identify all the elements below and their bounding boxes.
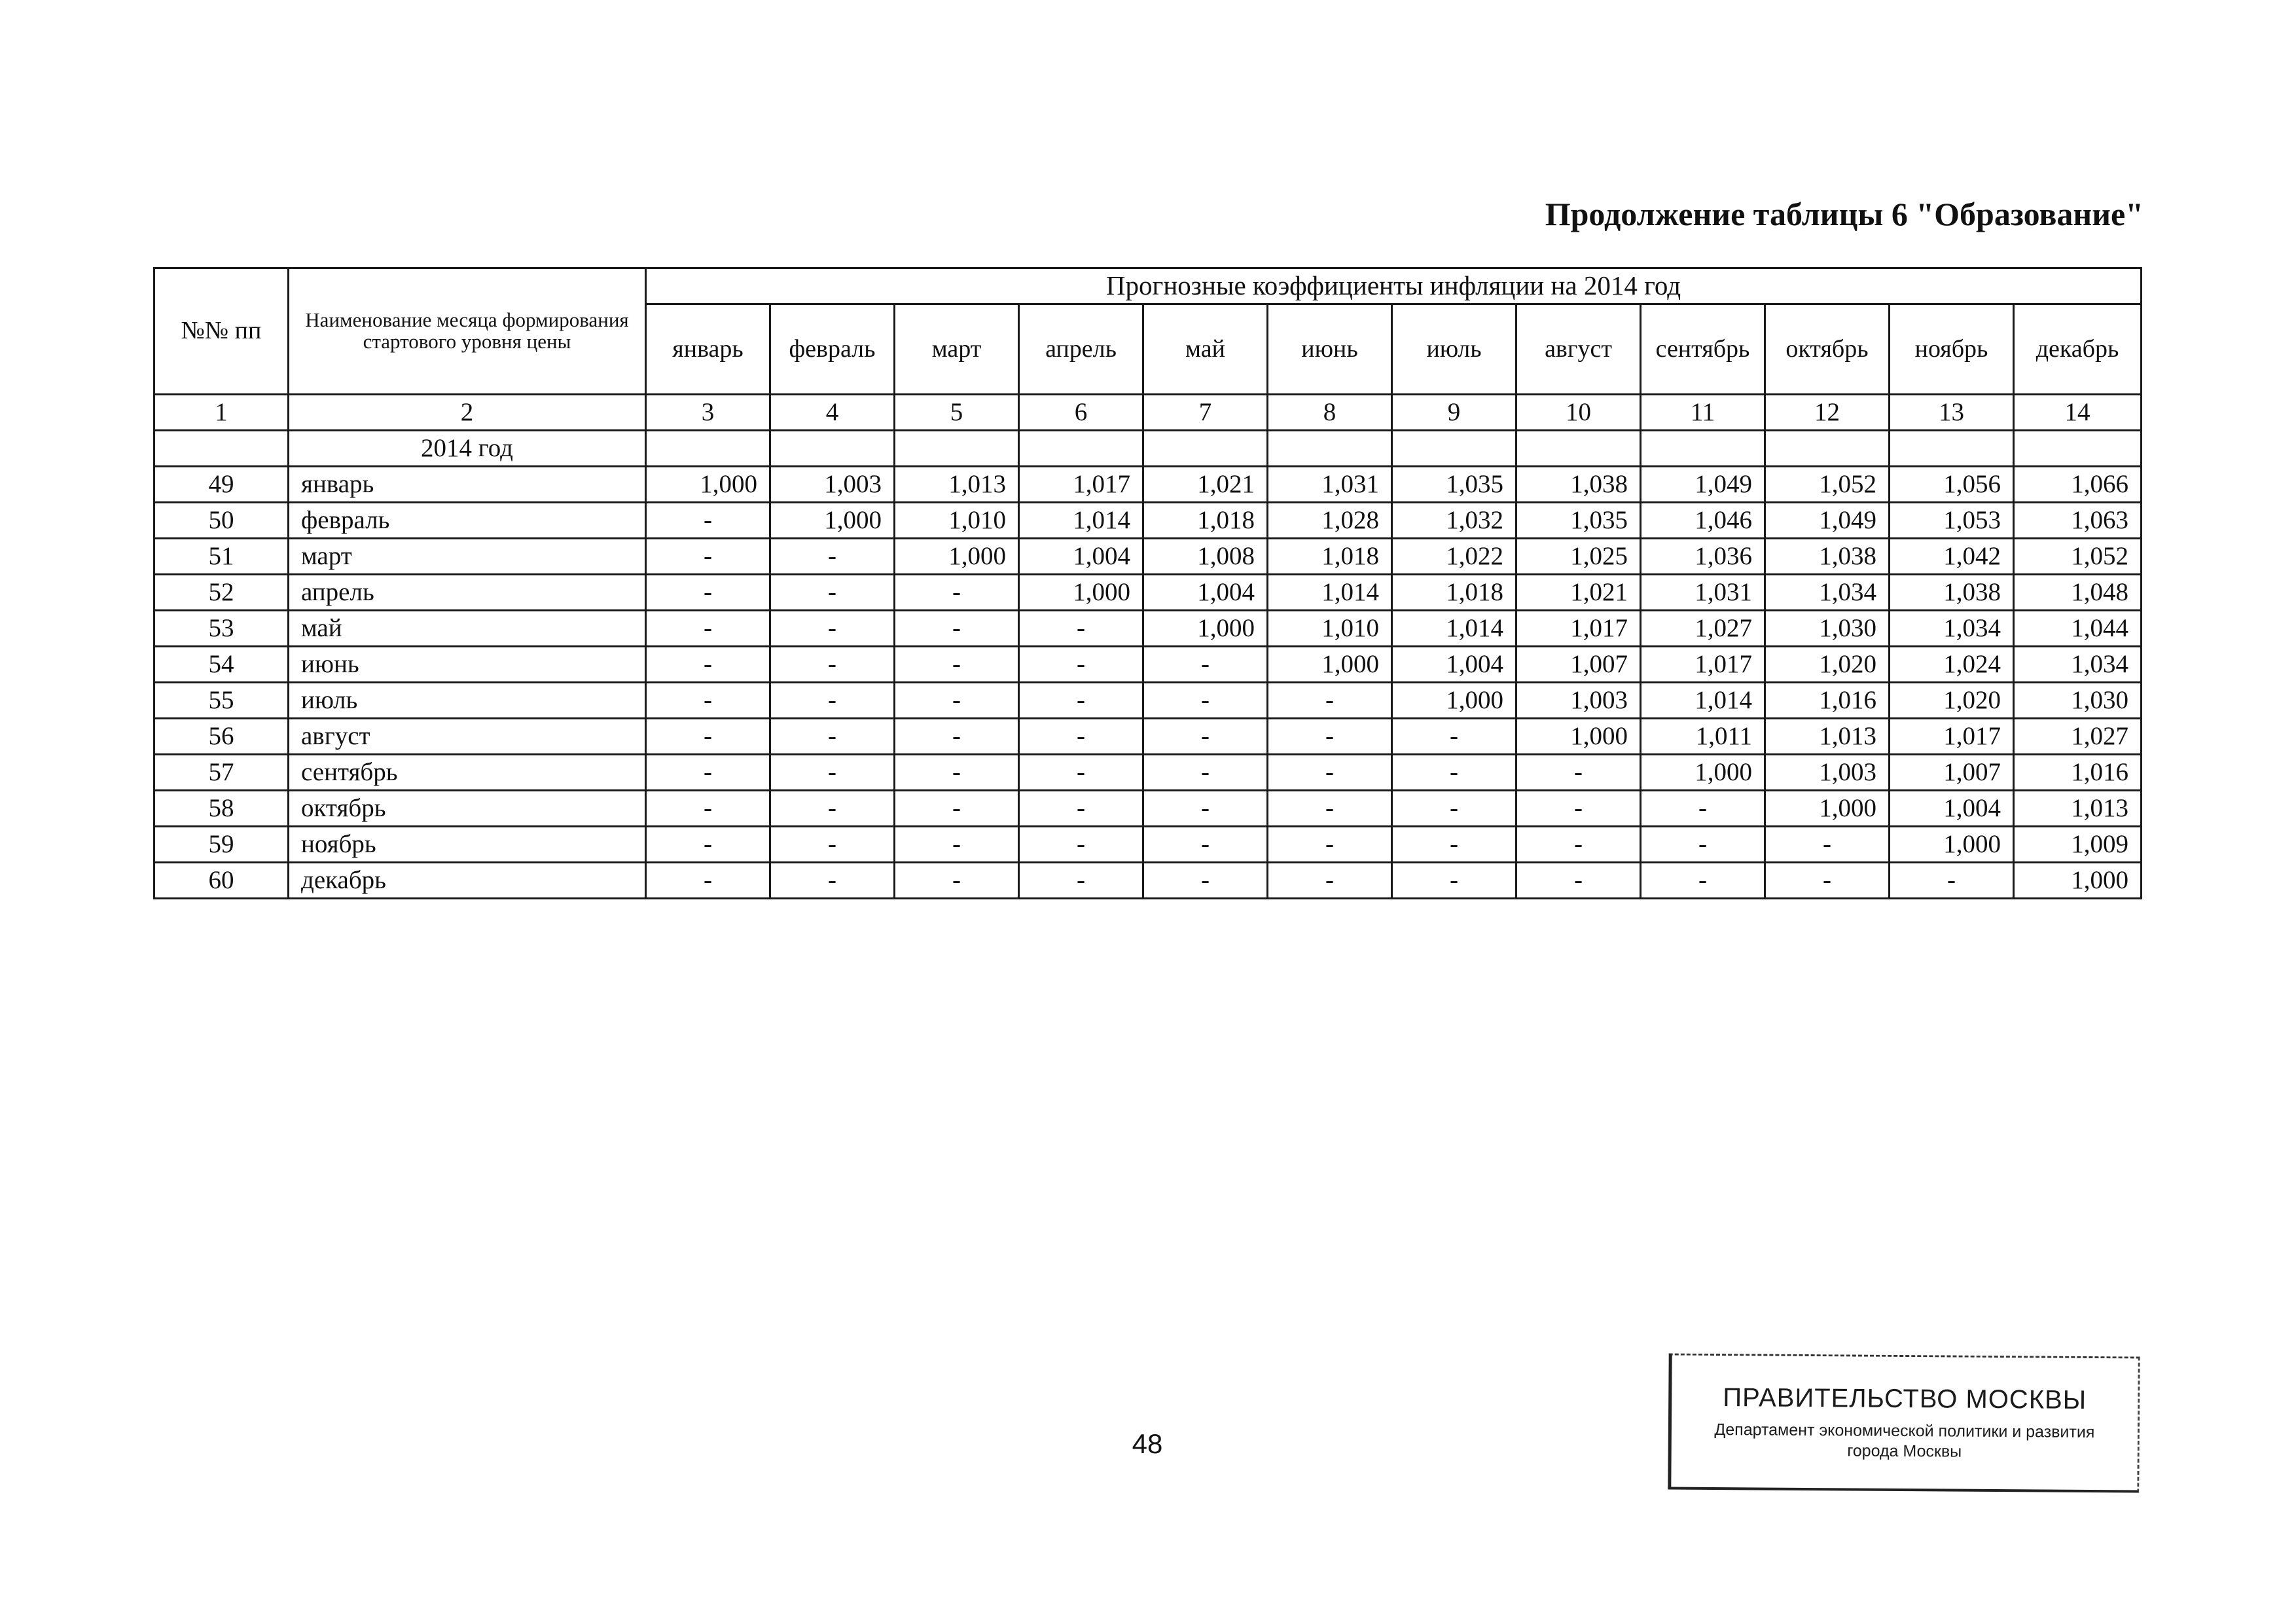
coefficient-cell: - [1392,863,1516,899]
coefficient-cell: - [1268,719,1392,755]
stamp-line-department: Департамент экономической политики и развития [1714,1420,2095,1442]
coefficient-cell: 1,024 [1890,647,2014,683]
year-row-empty-cell [1641,431,1765,467]
year-row-empty-cell [1890,431,2014,467]
year-row-empty-cell [1516,431,1641,467]
coefficient-cell: 1,018 [1143,503,1268,539]
coefficient-cell: 1,031 [1641,575,1765,611]
column-index-cell: 13 [1890,395,2014,431]
coefficient-cell: 1,063 [2014,503,2142,539]
coefficient-cell: - [1268,683,1392,719]
coefficient-cell: - [895,719,1019,755]
coefficient-cell: - [1143,719,1268,755]
coefficient-cell: - [895,755,1019,791]
year-row [154,431,2142,467]
coefficient-cell: 1,007 [1890,755,2014,791]
coefficient-cell: 1,036 [1641,539,1765,575]
column-header-month-name: Наименование месяца формирования стартового уровня цены [289,268,646,395]
coefficient-cell: - [770,791,895,827]
coefficient-cell: - [1019,791,1143,827]
coefficient-cell: - [770,719,895,755]
month-column-header: ноябрь [1890,304,2014,395]
coefficient-cell: - [646,503,770,539]
coefficient-cell: 1,000 [1019,575,1143,611]
row-number-cell: 60 [154,863,289,899]
table-row [154,719,2142,755]
coefficient-cell: - [1268,755,1392,791]
coefficient-cell: 1,020 [1890,683,2014,719]
coefficient-cell: 1,030 [2014,683,2142,719]
coefficient-cell: - [1143,863,1268,899]
coefficient-cell: 1,038 [1516,467,1641,503]
coefficient-cell: - [1516,827,1641,863]
coefficient-cell: 1,000 [1392,683,1516,719]
year-row-empty-cell [1268,431,1392,467]
coefficient-cell: 1,003 [1516,683,1641,719]
coefficient-cell: 1,017 [1516,611,1641,647]
coefficient-cell: - [895,791,1019,827]
coefficient-cell: - [895,647,1019,683]
coefficient-cell: - [646,791,770,827]
coefficient-cell: 1,010 [895,503,1019,539]
coefficient-cell: - [646,539,770,575]
month-column-header: июль [1392,304,1516,395]
coefficient-cell: 1,000 [1890,827,2014,863]
coefficient-cell: - [646,863,770,899]
coefficient-cell: 1,004 [1392,647,1516,683]
coefficient-cell: 1,034 [1890,611,2014,647]
coefficient-cell: - [646,611,770,647]
table-row [154,791,2142,827]
year-row-empty-cell [1019,431,1143,467]
month-name-cell: январь [289,467,646,503]
coefficient-cell: 1,000 [1143,611,1268,647]
month-name-cell: октябрь [289,791,646,827]
coefficient-cell: - [1516,755,1641,791]
column-index-cell: 2 [289,395,646,431]
row-number-cell: 51 [154,539,289,575]
coefficient-cell: - [1143,647,1268,683]
coefficient-cell: 1,010 [1268,611,1392,647]
coefficient-cell: 1,018 [1392,575,1516,611]
coefficient-cell: - [770,647,895,683]
coefficient-cell: - [1392,827,1516,863]
coefficient-cell: 1,014 [1268,575,1392,611]
coefficient-cell: 1,000 [1268,647,1392,683]
page-title: Продолжение таблицы 6 "Образование" [1545,196,2144,232]
coefficient-cell: 1,022 [1392,539,1516,575]
month-column-header: апрель [1019,304,1143,395]
coefficient-cell: 1,038 [1890,575,2014,611]
month-column-header: март [895,304,1019,395]
month-column-header: декабрь [2014,304,2142,395]
coefficient-cell: 1,013 [2014,791,2142,827]
coefficient-cell: 1,013 [895,467,1019,503]
coefficient-cell: 1,053 [1890,503,2014,539]
coefficient-cell: 1,049 [1765,503,1890,539]
coefficient-cell: 1,000 [1765,791,1890,827]
coefficient-cell: 1,032 [1392,503,1516,539]
stamp-line-city: города Москвы [1847,1441,1962,1461]
coefficient-cell: 1,046 [1641,503,1765,539]
coefficient-cell: - [1143,755,1268,791]
table-row [154,611,2142,647]
coefficient-cell: 1,028 [1268,503,1392,539]
coefficient-cell: - [1143,683,1268,719]
year-row-empty-cell [1143,431,1268,467]
row-number-cell: 52 [154,575,289,611]
table-row [154,683,2142,719]
year-row-empty-cell [1392,431,1516,467]
coefficient-cell: 1,034 [1765,575,1890,611]
coefficient-cell: - [1392,791,1516,827]
coefficient-cell: - [1641,827,1765,863]
column-index-cell: 10 [1516,395,1641,431]
coefficient-cell: - [895,683,1019,719]
column-index-cell: 4 [770,395,895,431]
column-index-row [154,395,2142,431]
coefficient-cell: - [1392,755,1516,791]
table-row [154,539,2142,575]
coefficient-cell: - [1516,863,1641,899]
coefficient-cell: 1,000 [895,539,1019,575]
coefficient-cell: - [1019,611,1143,647]
coefficient-cell: - [1143,791,1268,827]
coefficient-cell: 1,000 [770,503,895,539]
month-name-cell: июль [289,683,646,719]
year-label: 2014 год [289,431,646,467]
coefficient-cell: 1,021 [1516,575,1641,611]
table-row [154,467,2142,503]
row-number-cell: 55 [154,683,289,719]
coefficient-cell: - [1019,863,1143,899]
coefficient-cell: - [1019,647,1143,683]
month-name-cell: ноябрь [289,827,646,863]
coefficient-cell: - [1019,719,1143,755]
row-number-cell: 58 [154,791,289,827]
table-row [154,503,2142,539]
column-header-forecast-coefficients: Прогнозные коэффициенты инфляции на 2014 год [646,268,2142,304]
coefficient-cell: - [895,827,1019,863]
coefficient-cell: 1,008 [1143,539,1268,575]
month-column-header: август [1516,304,1641,395]
coefficient-cell: 1,052 [2014,539,2142,575]
row-number-cell: 57 [154,755,289,791]
row-number-cell: 54 [154,647,289,683]
coefficient-cell: - [895,611,1019,647]
coefficient-cell: - [770,575,895,611]
year-row-empty-cell [646,431,770,467]
table-row [154,863,2142,899]
inflation-coefficients-table [153,267,2142,899]
month-column-header: январь [646,304,770,395]
month-name-cell: август [289,719,646,755]
month-column-header: июнь [1268,304,1392,395]
month-name-cell: сентябрь [289,755,646,791]
coefficient-cell: 1,031 [1268,467,1392,503]
row-number-cell: 53 [154,611,289,647]
month-name-cell: май [289,611,646,647]
column-index-cell: 14 [2014,395,2142,431]
coefficient-cell: - [1765,863,1890,899]
coefficient-cell: - [1143,827,1268,863]
page-number: 48 [1132,1428,1163,1459]
table-row [154,827,2142,863]
coefficient-cell: 1,027 [1641,611,1765,647]
coefficient-cell: - [770,683,895,719]
month-name-cell: июнь [289,647,646,683]
coefficient-cell: - [1268,791,1392,827]
table-row [154,755,2142,791]
coefficient-cell: - [646,647,770,683]
column-index-cell: 7 [1143,395,1268,431]
month-name-cell: март [289,539,646,575]
coefficient-cell: 1,000 [646,467,770,503]
month-name-cell: февраль [289,503,646,539]
coefficient-cell: 1,000 [1641,755,1765,791]
column-index-cell: 11 [1641,395,1765,431]
government-stamp [1668,1353,2140,1492]
coefficient-cell: - [895,863,1019,899]
coefficient-cell: 1,017 [1019,467,1143,503]
year-row-empty-cell [2014,431,2142,467]
coefficient-cell: - [770,755,895,791]
row-number-cell: 50 [154,503,289,539]
coefficient-cell: 1,052 [1765,467,1890,503]
coefficient-cell: - [1641,863,1765,899]
row-number-cell: 56 [154,719,289,755]
coefficient-cell: 1,016 [1765,683,1890,719]
table-row [154,575,2142,611]
coefficient-cell: - [1019,755,1143,791]
coefficient-cell: 1,013 [1765,719,1890,755]
coefficient-cell: 1,025 [1516,539,1641,575]
coefficient-cell: 1,066 [2014,467,2142,503]
coefficient-cell: 1,056 [1890,467,2014,503]
coefficient-cell: 1,003 [1765,755,1890,791]
coefficient-cell: 1,021 [1143,467,1268,503]
column-index-cell: 3 [646,395,770,431]
coefficient-cell: - [646,827,770,863]
coefficient-cell: 1,003 [770,467,895,503]
coefficient-cell: 1,035 [1392,467,1516,503]
column-index-cell: 5 [895,395,1019,431]
coefficient-cell: 1,042 [1890,539,2014,575]
month-column-header: февраль [770,304,895,395]
coefficient-cell: - [895,575,1019,611]
stamp-line-government: ПРАВИТЕЛЬСТВО МОСКВЫ [1723,1383,2087,1415]
coefficient-cell: 1,038 [1765,539,1890,575]
coefficient-cell: - [1268,863,1392,899]
month-name-cell: апрель [289,575,646,611]
coefficient-cell: - [1019,683,1143,719]
coefficient-cell: 1,049 [1641,467,1765,503]
coefficient-cell: - [1392,719,1516,755]
coefficient-cell: - [646,683,770,719]
column-index-cell: 8 [1268,395,1392,431]
coefficient-cell: - [1019,827,1143,863]
coefficient-cell: 1,000 [1516,719,1641,755]
row-number-cell: 49 [154,467,289,503]
month-name-cell: декабрь [289,863,646,899]
coefficient-cell: 1,035 [1516,503,1641,539]
column-index-cell: 6 [1019,395,1143,431]
coefficient-cell: - [1641,791,1765,827]
coefficient-cell: 1,017 [1641,647,1765,683]
coefficient-cell: - [770,539,895,575]
coefficient-cell: 1,004 [1890,791,2014,827]
month-column-header: октябрь [1765,304,1890,395]
year-row-empty-cell [770,431,895,467]
column-header-number: №№ пп [154,268,289,395]
coefficient-cell: 1,018 [1268,539,1392,575]
coefficient-cell: - [646,575,770,611]
coefficient-cell: 1,004 [1143,575,1268,611]
coefficient-cell: 1,017 [1890,719,2014,755]
coefficient-cell: - [1890,863,2014,899]
month-column-header: сентябрь [1641,304,1765,395]
coefficient-cell: 1,014 [1641,683,1765,719]
coefficient-cell: - [1268,827,1392,863]
coefficient-cell: 1,000 [2014,863,2142,899]
coefficient-cell: 1,007 [1516,647,1641,683]
coefficient-cell: 1,014 [1392,611,1516,647]
coefficient-cell: 1,009 [2014,827,2142,863]
month-column-header: май [1143,304,1268,395]
coefficient-cell: - [770,863,895,899]
column-index-cell: 1 [154,395,289,431]
coefficient-cell: - [1765,827,1890,863]
coefficient-cell: 1,034 [2014,647,2142,683]
year-row-empty-cell [1765,431,1890,467]
coefficient-cell: 1,027 [2014,719,2142,755]
year-row-empty-cell [895,431,1019,467]
column-index-cell: 12 [1765,395,1890,431]
coefficient-cell: - [1516,791,1641,827]
coefficient-cell: 1,004 [1019,539,1143,575]
year-row-empty-cell [154,431,289,467]
coefficient-cell: - [770,611,895,647]
coefficient-cell: - [770,827,895,863]
coefficient-cell: 1,014 [1019,503,1143,539]
coefficient-cell: 1,020 [1765,647,1890,683]
row-number-cell: 59 [154,827,289,863]
column-index-cell: 9 [1392,395,1516,431]
coefficient-cell: 1,011 [1641,719,1765,755]
coefficient-cell: - [646,719,770,755]
coefficient-cell: 1,044 [2014,611,2142,647]
coefficient-cell: 1,016 [2014,755,2142,791]
coefficient-cell: 1,030 [1765,611,1890,647]
coefficient-cell: - [646,755,770,791]
coefficient-cell: 1,048 [2014,575,2142,611]
table-row [154,647,2142,683]
